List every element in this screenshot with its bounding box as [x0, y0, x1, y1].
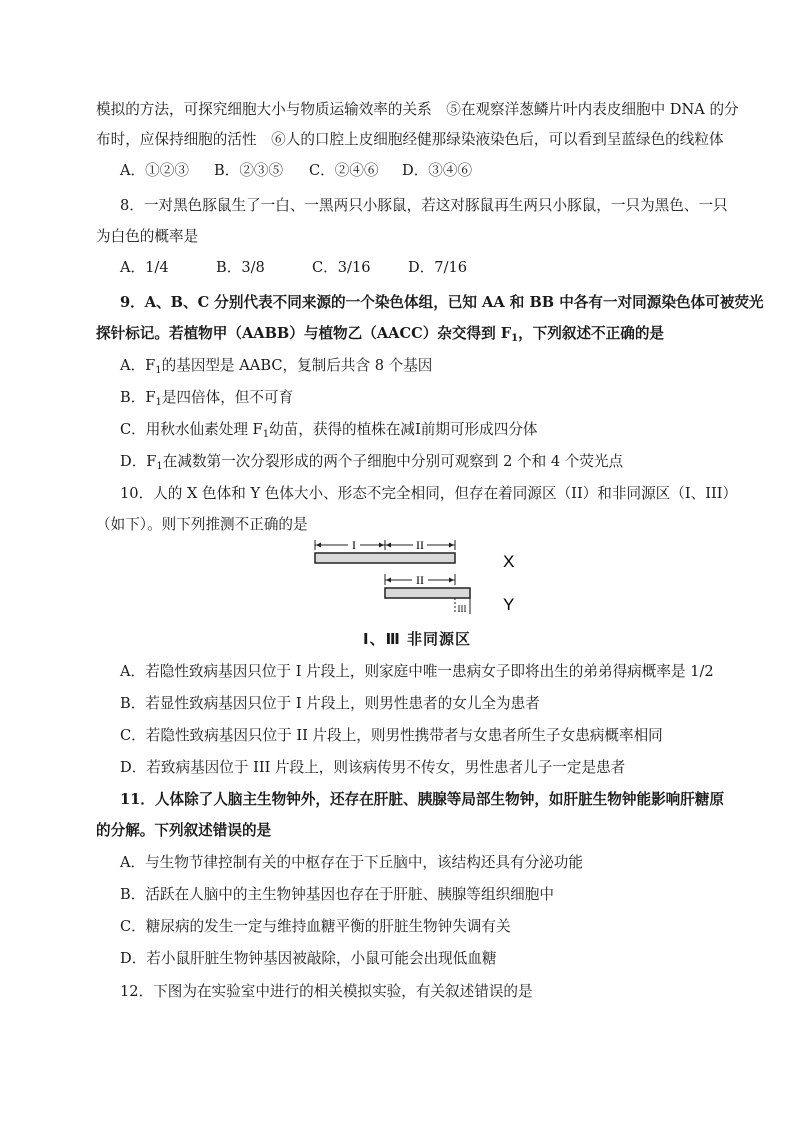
segment-i-label: I	[352, 538, 356, 552]
question-8-options	[120, 258, 467, 278]
question-11-option-d: D．若小鼠肝脏生物钟基因被敲除，小鼠可能会出现低血糖	[120, 950, 497, 967]
segment-ii-bottom-label: II	[416, 573, 424, 587]
question-12-stem: 12．下图为在实验室中进行的相关模拟实验，有关叙述错误的是	[120, 983, 533, 1000]
y-label: Y	[503, 595, 515, 614]
question-11-option-c: C．糖尿病的发生一定与维持血糖平衡的肝脏生物钟失调有关	[120, 918, 511, 935]
question-9-option-c: C．用秋水仙素处理 $F_1$幼苗，获得的植株在减Ⅰ前期可形成四分体	[120, 421, 538, 440]
option-d: D．③④⑥	[402, 162, 473, 179]
question-11-stem: 的分解。下列叙述错误的是	[96, 822, 272, 839]
option-b: B．②③⑤	[214, 162, 284, 179]
text-line: 布时，应保持细胞的活性 ⑥人的口腔上皮细胞经健那绿染液染色后，可以看到呈蓝绿色的线粒体	[96, 131, 724, 148]
x-label: X	[503, 552, 515, 571]
question-10-stem: （如下）。则下列推测不正确的是	[96, 516, 308, 533]
option-a: A．1/4	[120, 259, 169, 276]
question-9-option-d: D．$F_1$在减数第一次分裂形成的两个子细胞中分别可观察到 2 个和 4 个荧光点	[120, 453, 624, 472]
question-8-stem: 为白色的概率是	[96, 228, 199, 245]
segment-iii-label: III	[457, 604, 467, 614]
option-c: C．②④⑥	[309, 162, 379, 179]
question-11-option-b: B．活跃在人脑中的主生物钟基因也存在于肝脏、胰腺等组织细胞中	[120, 886, 554, 903]
question-9-option-b: B．$F_1$是四倍体，但不可育	[120, 389, 294, 408]
segment-ii-top-label: II	[416, 538, 424, 552]
question-10-stem: 10．人的 X 色体和 Y 色体大小、形态不完全相同，但存在着同源区（II）和非同源区（I、III）	[120, 485, 738, 502]
option-a: A．①②③	[120, 162, 189, 179]
figure-caption: Ⅰ、Ⅲ 非同源区	[363, 630, 471, 648]
question-9-stem: 9．A、B、C 分别代表不同来源的一个染色体组，已知 AA 和 BB 中各有一对同源染色体可被荧光	[120, 294, 764, 311]
options-row	[120, 161, 472, 181]
question-10-option-a: A．若隐性致病基因只位于 I 片段上，则家庭中唯一患病女子即将出生的弟弟得病概率是 1/2	[120, 663, 714, 680]
question-11-option-a: A．与生物节律控制有关的中枢存在于下丘脑中，该结构还具有分泌功能	[120, 854, 583, 871]
question-10-option-b: B．若显性致病基因只位于 I 片段上，则男性患者的女儿全为患者	[120, 695, 540, 712]
question-8-stem: 8．一对黑色豚鼠生了一白、一黑两只小豚鼠，若这对豚鼠再生两只小豚鼠，一只为黑色、一只	[120, 197, 728, 214]
question-10-option-c: C．若隐性致病基因只位于 II 片段上，则男性携带者与女患者所生子女患病概率相同	[120, 727, 663, 744]
option-c: C．3/16	[312, 259, 371, 276]
y-chromosome-bar	[385, 588, 470, 598]
text-line: 模拟的方法，可探究细胞大小与物质运输效率的关系 ⑤在观察洋葱鳞片叶内表皮细胞中 DNA 的分	[96, 101, 739, 118]
x-chromosome-bar	[315, 553, 455, 563]
question-11-stem: 11．人体除了人脑主生物钟外，还存在肝脏、胰腺等局部生物钟，如肝脏生物钟能影响肝糖原	[120, 791, 725, 808]
option-d: D．7/16	[408, 259, 468, 276]
question-9-stem: 探针标记。若植物甲（AABB）与植物乙（AACC）杂交得到 $F_1$，下列叙述不正确的是	[96, 325, 665, 344]
question-9-option-a: A．$F_1$的基因型是 AABC，复制后共含 8 个基因	[120, 357, 433, 376]
option-b: B．3/8	[216, 259, 265, 276]
question-10-option-d: D．若致病基因位于 III 片段上，则该病传男不传女，男性患者儿子一定是患者	[120, 759, 626, 776]
